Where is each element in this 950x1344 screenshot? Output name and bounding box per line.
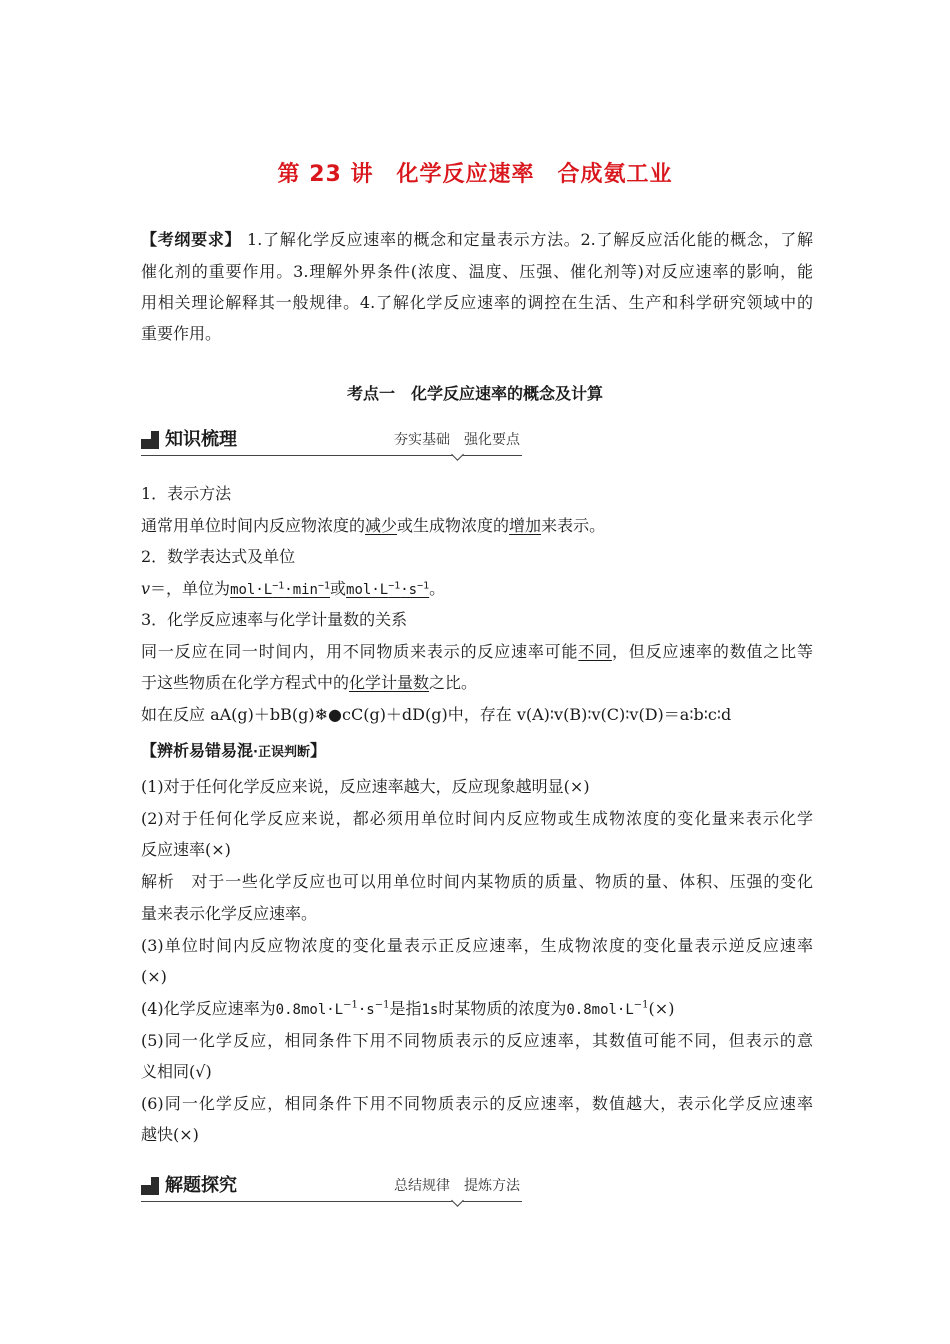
judge-q5-line-2: 义相同(√)	[141, 1062, 212, 1081]
text: 或生成物浓度的	[397, 516, 510, 535]
judge-title	[141, 741, 326, 763]
text: 于这些物质在化学方程式中的	[141, 673, 350, 692]
answer-blank: 减少	[365, 516, 398, 535]
judge-title-main: 辨析易错易混	[157, 741, 254, 760]
judge-q2-line-1: (2)对于任何化学反应来说，都必须用单位时间内反应物或生成物浓度的变化量来表示化学	[141, 809, 813, 828]
section-square-icon	[141, 1177, 159, 1195]
text: 通常用单位时间内反应物浓度的	[141, 516, 366, 535]
judge-q1: (1)对于任何化学反应来说，反应速率越大，反应现象越明显(×)	[141, 777, 590, 796]
judge-title-sub: ·正误判断	[253, 745, 310, 760]
answer-blank: 增加	[509, 516, 542, 535]
text: 同一反应在同一时间内，用不同物质来表示的反应速率可能	[141, 642, 579, 661]
paragraph-3-line-1	[141, 642, 813, 662]
section-notch	[451, 448, 464, 461]
sup: −1	[417, 580, 430, 592]
section-header-practice	[141, 1174, 522, 1204]
value: 0.8mol·L	[566, 1002, 634, 1018]
paragraph-3-line-2	[141, 673, 813, 693]
section-subtitle: 夯实基础 强化要点	[394, 432, 520, 448]
judge-q3-line-1: (3)单位时间内反应物浓度的变化量表示正反应速率，生成物浓度的变化量表示逆反应速率	[141, 936, 813, 955]
text: ＝，单位为	[150, 579, 231, 598]
heading-2: 2．数学表达式及单位	[141, 547, 296, 566]
sup: −1	[317, 580, 331, 592]
judge-q2-line-2: 反应速率(×)	[141, 840, 231, 859]
answer-blank: 化学计量数	[349, 673, 430, 692]
page-title: 第 23 讲 化学反应速率 合成氨工业	[277, 162, 673, 187]
analysis-line-2: 量来表示化学反应速率。	[141, 904, 318, 923]
text: 是指	[389, 999, 422, 1018]
answer-blank: 不同	[578, 642, 612, 661]
section-rule	[141, 1201, 522, 1202]
requirements-line-2: 催化剂的重要作用。3.理解外界条件(浓度、温度、压强、催化剂等)对反应速率的影响，能	[141, 262, 813, 281]
paragraph-1	[141, 516, 813, 536]
judge-q3-line-2: (×)	[141, 967, 167, 986]
heading-3: 3．化学反应速率与化学计量数的关系	[141, 610, 408, 629]
sup: −1	[374, 999, 390, 1011]
text: 时某物质的浓度为	[438, 999, 567, 1018]
sup: −1	[388, 580, 401, 592]
unit: ·s	[400, 582, 418, 598]
requirements-line-3: 用相关理论解释其一般规律。4.了解化学反应速率的调控在生活、生产和科学研究领域中的	[141, 293, 813, 312]
unit: mol·L	[346, 582, 389, 598]
symbol-v: v	[141, 579, 151, 598]
section-header-knowledge	[141, 428, 522, 458]
judge-q4	[141, 999, 813, 1020]
bracket: 】	[309, 741, 326, 760]
text: 来表示。	[541, 516, 606, 535]
section-name: 解题探究	[165, 1175, 237, 1196]
requirements-text-1: 1.了解化学反应速率的概念和定量表示方法。2.了解反应活化能的概念，了解	[241, 230, 813, 249]
analysis-line-1: 解析 对于一些化学反应也可以用单位时间内某物质的质量、物质的量、体积、压强的变化	[141, 872, 813, 891]
sup: −1	[272, 580, 285, 592]
value: 1s	[421, 1002, 439, 1018]
paragraph-4: 如在反应 aA(g)＋bB(g)❄●cC(g)＋dD(g)中，存在 v(A)∶v(B)∶v(C)∶v(D)＝a∶b∶c∶d	[141, 705, 732, 724]
text: 或	[330, 579, 347, 598]
unit: mol·L	[230, 582, 273, 598]
judge-q5-line-1: (5)同一化学反应，相同条件下用不同物质表示的反应速率，其数值可能不同，但表示的意	[141, 1031, 813, 1050]
value: 0.8mol·L	[275, 1002, 344, 1018]
section-subtitle: 总结规律 提炼方法	[394, 1178, 520, 1194]
text: 之比。	[429, 673, 478, 692]
paragraph-2	[141, 579, 813, 600]
section-square-icon	[141, 431, 159, 449]
judge-q6-line-1: (6)同一化学反应，相同条件下用不同物质表示的反应速率，数值越大，表示化学反应速率	[141, 1094, 813, 1113]
value: ·s	[357, 1002, 375, 1018]
unit: ·min	[284, 582, 318, 598]
kaodian-heading: 考点一 化学反应速率的概念及计算	[346, 384, 603, 403]
requirements-label: 【考纲要求】	[141, 230, 242, 249]
section-rule	[141, 455, 522, 456]
sup: −1	[343, 999, 358, 1011]
judge-q6-line-2: 越快(×)	[141, 1125, 199, 1144]
requirements-line-1	[141, 230, 813, 250]
text: 。	[429, 579, 446, 598]
answer-blank	[346, 582, 429, 598]
answer-blank	[230, 582, 330, 598]
text: ，但反应速率的数值之比等	[611, 642, 813, 661]
requirements-line-4: 重要作用。	[141, 324, 222, 343]
heading-1: 1．表示方法	[141, 484, 232, 503]
sup: −1	[633, 999, 649, 1011]
section-name: 知识梳理	[165, 429, 237, 450]
section-notch	[451, 1194, 464, 1207]
text: (4)化学反应速率为	[141, 999, 276, 1018]
text: (×)	[648, 999, 675, 1018]
bracket: 【	[141, 741, 158, 760]
